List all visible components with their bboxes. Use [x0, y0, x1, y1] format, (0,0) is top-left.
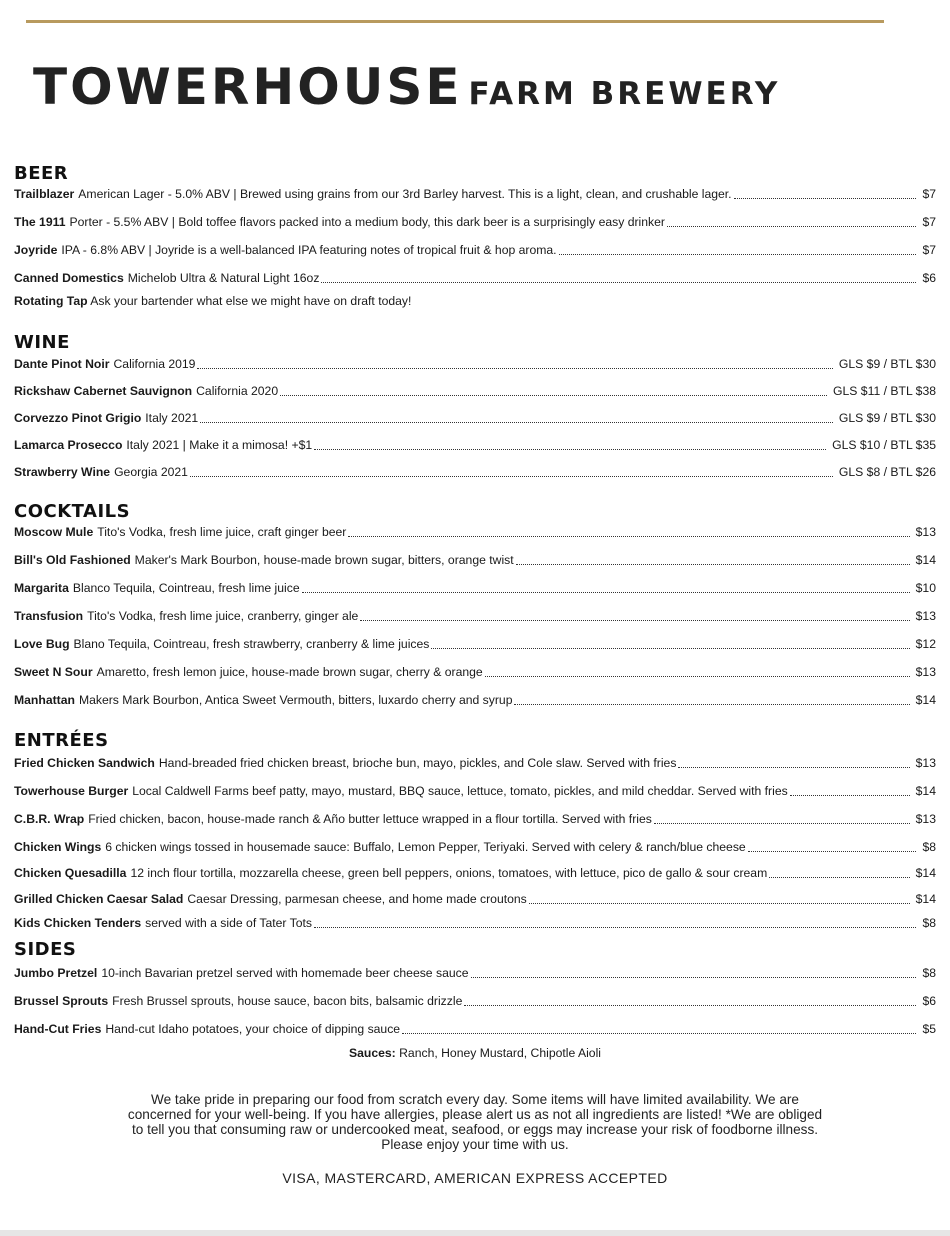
- payment-methods: VISA, MASTERCARD, AMERICAN EXPRESS ACCEPTED: [282, 1170, 668, 1186]
- item-price: $14: [915, 892, 936, 906]
- menu-item: [14, 961, 936, 981]
- item-name: Dante Pinot Noir: [14, 357, 110, 371]
- item-desc: 10-inch Bavarian pretzel served with homemade beer cheese sauce: [101, 966, 469, 980]
- item-desc: Porter - 5.5% ABV | Bold toffee flavors packed into a medium body, this dark beer is a surprisingly easy drinker: [69, 215, 665, 229]
- item-price: $13: [915, 665, 936, 679]
- menu-item: [14, 835, 936, 855]
- item-desc: Fresh Brussel sprouts, house sauce, bacon bits, balsamic drizzle: [112, 994, 463, 1008]
- cocktails-heading: COCKTAILS: [14, 501, 131, 522]
- item-desc: Hand-breaded fried chicken breast, brioche bun, mayo, pickles, and Cole slaw. Served with fries: [158, 756, 677, 770]
- menu-item: [14, 751, 936, 771]
- item-desc: Italy 2021 | Make it a mimosa! +$1: [126, 438, 313, 452]
- dot-leader: [769, 877, 909, 878]
- dot-leader: [678, 767, 909, 768]
- item-price: GLS $9 / BTL $30: [838, 411, 936, 425]
- item-name: Brussel Sprouts: [14, 994, 109, 1008]
- menu-item: [14, 688, 936, 708]
- item-price: $6: [922, 994, 936, 1008]
- menu-item: [14, 182, 936, 202]
- item-price: $8: [922, 916, 936, 930]
- brand-name: TOWERHOUSE: [33, 58, 463, 116]
- footer-line: We take pride in preparing our food from scratch every day. Some items will have limited availability. We are: [151, 1092, 799, 1107]
- item-price: $13: [915, 525, 936, 539]
- item-price: GLS $9 / BTL $30: [838, 357, 936, 371]
- item-price: $13: [915, 756, 936, 770]
- item-name: Love Bug: [14, 637, 70, 651]
- dot-leader: [790, 795, 910, 796]
- menu-item: [14, 352, 936, 372]
- item-desc: California 2020: [196, 384, 279, 398]
- item-name: Hand-Cut Fries: [14, 1022, 102, 1036]
- dot-leader: [431, 648, 909, 649]
- dot-leader: [516, 564, 910, 565]
- menu-item: [14, 460, 936, 480]
- dot-leader: [190, 476, 833, 477]
- item-name: C.B.R. Wrap: [14, 812, 85, 826]
- item-price: $7: [922, 187, 936, 201]
- item-name: Fried Chicken Sandwich: [14, 756, 155, 770]
- item-name: Grilled Chicken Caesar Salad: [14, 892, 184, 906]
- item-name: Jumbo Pretzel: [14, 966, 98, 980]
- item-price: $14: [915, 866, 936, 880]
- dot-leader: [360, 620, 909, 621]
- dot-leader: [529, 903, 910, 904]
- dot-leader: [654, 823, 910, 824]
- menu-item: [14, 660, 936, 680]
- item-name: Rotating Tap: [14, 294, 88, 308]
- dot-leader: [314, 449, 826, 450]
- item-desc: Amaretto, fresh lemon juice, house-made brown sugar, cherry & orange: [96, 665, 483, 679]
- bottom-edge: [0, 1230, 950, 1236]
- footer-line: to tell you that consuming raw or undercooked meat, seafood, or eggs may increase your risk of foodborne illness.: [131, 1122, 819, 1137]
- item-name: Sweet N Sour: [14, 665, 93, 679]
- item-price: $7: [922, 243, 936, 257]
- item-price: $12: [915, 637, 936, 651]
- menu-item: [14, 548, 936, 568]
- item-desc: Ask your bartender what else we might have on draft today!: [90, 294, 412, 308]
- dot-leader: [280, 395, 827, 396]
- top-divider: [26, 20, 884, 23]
- item-price: $10: [915, 581, 936, 595]
- dot-leader: [197, 368, 832, 369]
- item-price: $5: [922, 1022, 936, 1036]
- item-desc: Maker's Mark Bourbon, house-made brown sugar, bitters, orange twist: [134, 553, 514, 567]
- item-price: GLS $10 / BTL $35: [832, 438, 936, 452]
- menu-item: [14, 238, 936, 258]
- item-desc: 6 chicken wings tossed in housemade sauce: Buffalo, Lemon Pepper, Teriyaki. Served with celery & ranch/blue cheese: [105, 840, 746, 854]
- menu-item: [14, 210, 936, 230]
- beer-heading: BEER: [14, 163, 69, 184]
- dot-leader: [485, 676, 910, 677]
- menu-item: [14, 379, 936, 399]
- item-desc: American Lager - 5.0% ABV | Brewed using grains from our 3rd Barley harvest. This is a light, clean, and crushable lager.: [78, 187, 732, 201]
- dot-leader: [314, 927, 916, 928]
- item-name: Trailblazer: [14, 187, 75, 201]
- item-price: $7: [922, 215, 936, 229]
- dot-leader: [464, 1005, 916, 1006]
- item-price: $14: [915, 693, 936, 707]
- entrees-heading: ENTRÉES: [14, 730, 109, 751]
- sauces-note: [0, 1046, 950, 1060]
- dot-leader: [748, 851, 917, 852]
- item-name: Lamarca Prosecco: [14, 438, 123, 452]
- item-desc: Local Caldwell Farms beef patty, mayo, mustard, BBQ sauce, lettuce, tomato, pickles, and mild cheddar. Served with fries: [132, 784, 788, 798]
- item-name: Strawberry Wine: [14, 465, 111, 479]
- dot-leader: [402, 1033, 916, 1034]
- dot-leader: [348, 536, 909, 537]
- item-price: $13: [915, 812, 936, 826]
- brand-subtitle: FARM BREWERY: [468, 76, 781, 112]
- item-desc: Fried chicken, bacon, house-made ranch & Año butter lettuce wrapped in a flour tortilla. Served with fries: [88, 812, 652, 826]
- item-name: Corvezzo Pinot Grigio: [14, 411, 142, 425]
- menu-item: [14, 989, 936, 1009]
- sauces-list: Ranch, Honey Mustard, Chipotle Aioli: [399, 1046, 601, 1060]
- item-desc: served with a side of Tater Tots: [145, 916, 312, 930]
- item-name: Moscow Mule: [14, 525, 94, 539]
- item-desc: Blano Tequila, Cointreau, fresh strawberry, cranberry & lime juices: [73, 637, 430, 651]
- item-desc: Michelob Ultra & Natural Light 16oz: [127, 271, 320, 285]
- item-desc: Caesar Dressing, parmesan cheese, and home made croutons: [187, 892, 527, 906]
- item-name: Margarita: [14, 581, 69, 595]
- item-price: GLS $11 / BTL $38: [833, 384, 936, 398]
- item-desc: Blanco Tequila, Cointreau, fresh lime juice: [72, 581, 300, 595]
- item-desc: Tito's Vodka, fresh lime juice, craft ginger beer: [97, 525, 347, 539]
- item-name: Chicken Wings: [14, 840, 102, 854]
- menu-item: [14, 266, 936, 286]
- dot-leader: [321, 282, 916, 283]
- item-desc: Makers Mark Bourbon, Antica Sweet Vermouth, bitters, luxardo cherry and syrup: [78, 693, 513, 707]
- sauces-label: Sauces:: [348, 1046, 396, 1060]
- item-desc: Georgia 2021: [114, 465, 188, 479]
- menu-item: [14, 807, 936, 827]
- item-name: Towerhouse Burger: [14, 784, 129, 798]
- item-name: Kids Chicken Tenders: [14, 916, 142, 930]
- dot-leader: [471, 977, 917, 978]
- menu-item: [14, 520, 936, 540]
- item-name: Rickshaw Cabernet Sauvignon: [14, 384, 193, 398]
- menu-item: [14, 1017, 936, 1037]
- item-price: $14: [915, 553, 936, 567]
- item-price: $6: [922, 271, 936, 285]
- item-desc: Tito's Vodka, fresh lime juice, cranberry, ginger ale: [87, 609, 359, 623]
- item-name: The 1911: [14, 215, 66, 229]
- footer-line: Please enjoy your time with us.: [381, 1137, 569, 1152]
- item-price: $13: [915, 609, 936, 623]
- item-name: Manhattan: [14, 693, 75, 707]
- menu-item: [14, 406, 936, 426]
- footer-line: concerned for your well-being. If you have allergies, please alert us as not all ingredients are listed! *We are obliged: [127, 1107, 823, 1122]
- menu-item: [14, 887, 936, 907]
- dot-leader: [559, 254, 917, 255]
- sides-heading: SIDES: [14, 939, 77, 960]
- item-name: Chicken Quesadilla: [14, 866, 127, 880]
- menu-item: [14, 576, 936, 596]
- item-name: Transfusion: [14, 609, 84, 623]
- brand-logo: [33, 58, 780, 116]
- menu-item: [14, 433, 936, 453]
- menu-item: [14, 632, 936, 652]
- item-price: $8: [922, 966, 936, 980]
- item-desc: Hand-cut Idaho potatoes, your choice of dipping sauce: [105, 1022, 401, 1036]
- item-name: Bill's Old Fashioned: [14, 553, 131, 567]
- dot-leader: [514, 704, 909, 705]
- menu-item: [14, 604, 936, 624]
- menu-item: [14, 911, 936, 931]
- item-name: Joyride: [14, 243, 58, 257]
- item-price: $14: [915, 784, 936, 798]
- item-price: $8: [922, 840, 936, 854]
- item-name: Canned Domestics: [14, 271, 124, 285]
- dot-leader: [302, 592, 910, 593]
- dot-leader: [200, 422, 833, 423]
- item-price: GLS $8 / BTL $26: [838, 465, 936, 479]
- footer-note: [60, 1092, 890, 1152]
- item-desc: California 2019: [113, 357, 196, 371]
- dot-leader: [667, 226, 916, 227]
- rotating-tap: [14, 294, 411, 309]
- item-desc: Italy 2021: [145, 411, 199, 425]
- item-desc: IPA - 6.8% ABV | Joyride is a well-balanced IPA featuring notes of tropical fruit & hop aroma.: [61, 243, 557, 257]
- menu-item: [14, 861, 936, 881]
- item-desc: 12 inch flour tortilla, mozzarella cheese, green bell peppers, onions, tomatoes, with lettuce, pico de gallo & sour cream: [130, 866, 768, 880]
- dot-leader: [734, 198, 917, 199]
- menu-item: [14, 779, 936, 799]
- wine-heading: WINE: [14, 332, 70, 353]
